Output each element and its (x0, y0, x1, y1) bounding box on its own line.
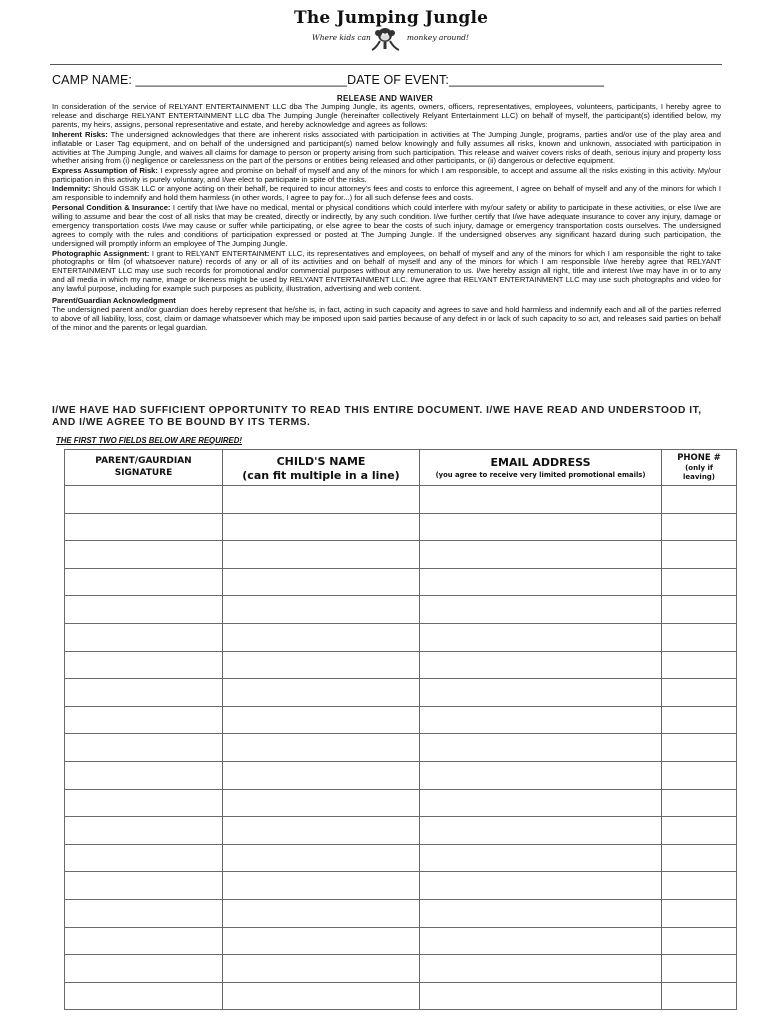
acknowledgment-text: The undersigned parent and/or guardian does hereby represent that he/she is, in fact, acting in such capacity and agrees to save and hold harmless and indemnify each and all of the parties referred to above of all liability, loss, cost, claim or damage whatsoever which may be imposed upon said parties because of any defect in or lack of such capacity to so act, and releases said parties on behalf of the minor and the parents or legal guardian. (52, 304, 721, 332)
email-address-cell[interactable] (420, 706, 662, 734)
email-address-cell[interactable] (420, 568, 662, 596)
child-header-line2: (can fit multiple in a line) (242, 469, 400, 482)
child-name-cell[interactable] (223, 899, 420, 927)
email-header-title: EMAIL ADDRESS (490, 456, 591, 469)
photographic-assignment-heading: Photographic Assignment: (52, 248, 150, 258)
child-name-cell[interactable] (223, 679, 420, 707)
parent-signature-cell[interactable] (65, 513, 223, 541)
parent-signature-cell[interactable] (65, 596, 223, 624)
inherent-risks-paragraph (52, 131, 721, 167)
table-row (65, 982, 737, 1010)
child-name-cell[interactable] (223, 596, 420, 624)
phone-cell[interactable] (662, 596, 737, 624)
signature-rows (65, 486, 737, 1010)
child-name-cell[interactable] (223, 789, 420, 817)
table-row (65, 513, 737, 541)
inherent-risks-heading: Inherent Risks: (52, 129, 108, 139)
email-address-cell[interactable] (420, 679, 662, 707)
parent-signature-cell[interactable] (65, 872, 223, 900)
logo-tagline-right: monkey around! (406, 33, 469, 42)
indemnity-heading: Indemnity: (52, 184, 91, 194)
phone-cell[interactable] (662, 651, 737, 679)
email-address-cell[interactable] (420, 817, 662, 845)
parent-signature-cell[interactable] (65, 927, 223, 955)
logo-tagline-left: Where kids can (312, 33, 371, 42)
email-address-cell[interactable] (420, 872, 662, 900)
child-name-header (223, 450, 420, 486)
phone-cell[interactable] (662, 734, 737, 762)
table-row (65, 734, 737, 762)
parent-signature-cell[interactable] (65, 899, 223, 927)
parent-signature-cell[interactable] (65, 706, 223, 734)
phone-cell[interactable] (662, 844, 737, 872)
parent-signature-cell[interactable] (65, 982, 223, 1010)
parent-header-line1: PARENT/GAURDIAN (95, 456, 192, 466)
email-address-cell[interactable] (420, 955, 662, 983)
email-address-cell[interactable] (420, 844, 662, 872)
child-name-cell[interactable] (223, 541, 420, 569)
table-row (65, 789, 737, 817)
parent-signature-cell[interactable] (65, 789, 223, 817)
phone-header-sub1: (only if (685, 464, 713, 472)
phone-cell[interactable] (662, 568, 737, 596)
agreement-statement: I/WE HAVE HAD SUFFICIENT OPPORTUNITY TO READ THIS ENTIRE DOCUMENT. I/WE HAVE READ AND UNDERSTOOD IT, AND I/WE AGREE TO BE BOUND BY ITS TERMS. (52, 405, 702, 429)
parent-signature-cell[interactable] (65, 817, 223, 845)
required-fields-note: THE FIRST TWO FIELDS BELOW ARE REQUIRED! (56, 436, 242, 445)
parent-signature-cell[interactable] (65, 486, 223, 514)
table-row (65, 596, 737, 624)
waiver-body (52, 103, 721, 333)
child-name-cell[interactable] (223, 761, 420, 789)
phone-cell[interactable] (662, 982, 737, 1010)
child-name-cell[interactable] (223, 734, 420, 762)
logo-title: The Jumping Jungle (294, 8, 489, 28)
child-name-cell[interactable] (223, 486, 420, 514)
table-row (65, 899, 737, 927)
table-row (65, 623, 737, 651)
phone-header-sub2: leaving) (682, 473, 716, 481)
photographic-assignment-text: I grant to RELYANT ENTERTAINMENT LLC, its representatives and employees, on behalf of myself and any of the minors for which I am responsible the right to take photographs or film (of whatsoever nature) records of any or all of its activities and on behalf of myself and any of the minors for which I am responsible I/we hereby agree that RELYANT ENTERTAINMENT LLC may use such records for promotional and/or commercial purposes without any remuneration to us. I/we hereby assign all right, title and interest I/we may have in or to any and all media in which my name, image or likeness might be used by RELYANT ENTERTAINMENT LLC. I/we agree that RELYANT ENTERTAINMENT LLC may use such photographs and video for any lawful purpose, including for example such purposes as publicity, illustration, advertising and web content. (52, 248, 721, 294)
phone-cell[interactable] (662, 955, 737, 983)
table-row (65, 568, 737, 596)
phone-header (662, 450, 737, 486)
parent-signature-cell[interactable] (65, 955, 223, 983)
child-name-cell[interactable] (223, 955, 420, 983)
email-address-cell[interactable] (420, 596, 662, 624)
table-row (65, 706, 737, 734)
intro-paragraph: In consideration of the service of RELYANT ENTERTAINMENT LLC dba The Jumping Jungle, its agents, owners, officers, representatives, employees, volunteers, participants, I hereby agree to release and discharge RELYANT ENTERTAINMENT LLC dba The Jumping Jungle (hereinafter collectively Relyant Entertainment LLC) on behalf of myself, the participant(s) identified below, my parents, my heirs, assigns, personal representative and estate, and hereby acknowledge and agrees as follows: (52, 102, 721, 129)
parent-signature-cell[interactable] (65, 651, 223, 679)
parent-signature-cell[interactable] (65, 734, 223, 762)
child-name-cell[interactable] (223, 982, 420, 1010)
table-header-row (65, 450, 737, 486)
email-address-cell[interactable] (420, 486, 662, 514)
personal-condition-paragraph (52, 204, 721, 249)
child-name-cell[interactable] (223, 872, 420, 900)
inherent-risks-text: The undersigned acknowledges that there are inherent risks associated with participation in activities at The Jumping Jungle, programs, parties and/or use of the play area and inflatable or Laser Tag equipment, and on behalf of the undersigned and participant(s) named below knowingly and fully assumes all risks, known and unknown, associated with participation in activities at The Jumping Jungle, and waives all claims for damage to person or property arising from such participation. This release and waiver covers risks of death, serious injury and property loss whether arising from (i) negligence or carelessness on the part of the persons or entities being released and other participants, or (ii) dangerous or defective equipment. (52, 129, 722, 166)
child-name-cell[interactable] (223, 844, 420, 872)
phone-cell[interactable] (662, 927, 737, 955)
camp-name-date-line: CAMP NAME: ______________________________DATE OF EVENT:______________________ (52, 73, 605, 87)
express-assumption-text: I expressly agree and promise on behalf of myself and any of the minors for which I am responsible, to accept and assume all the risks existing in this activity. My/our participation in this activity is purely voluntary, and I/we elect to participate in spite of the risks. (52, 166, 721, 185)
email-address-cell[interactable] (420, 651, 662, 679)
email-address-cell[interactable] (420, 761, 662, 789)
parent-signature-cell[interactable] (65, 844, 223, 872)
phone-cell[interactable] (662, 486, 737, 514)
express-assumption-paragraph (52, 167, 721, 203)
photographic-assignment-paragraph (52, 250, 721, 295)
header-divider (50, 64, 722, 65)
table-row (65, 761, 737, 789)
indemnity-text: Should GS3K LLC or anyone acting on their behalf, be required to incur attorney's fees and costs to enforce this agreement, I agree on behalf of myself and any of the minors for which I am responsible to indemnify and hold them harmless (in other words, I agree to pay for...) for all such defense fees and costs. (52, 184, 721, 203)
email-address-cell[interactable] (420, 927, 662, 955)
parent-signature-header (65, 450, 223, 486)
parent-signature-cell[interactable] (65, 541, 223, 569)
phone-cell[interactable] (662, 817, 737, 845)
express-assumption-heading: Express Assumption of Risk: (52, 166, 158, 176)
child-name-cell[interactable] (223, 651, 420, 679)
parent-signature-cell[interactable] (65, 623, 223, 651)
phone-cell[interactable] (662, 872, 737, 900)
phone-cell[interactable] (662, 623, 737, 651)
phone-cell[interactable] (662, 679, 737, 707)
table-row (65, 872, 737, 900)
personal-condition-text: I certify that I/we have no medical, mental or physical conditions which could interfere with my/our safety or ability to participate in these activities, or else I/we are willing to assume and bear the cost of all risks that may be created, directly or indirectly, by any such condition. I/we further certify that I/we have adequate insurance to cover any injury, damage or emergency transportation costs I/we may cause or suffer while participating, or else agree to bear the costs of such injury, damage or emergency transportation costs ourselves. The undersigned agrees to comply with the rules and conditions of participation expressed or posted at The Jumping Jungle. If the undersigned observes any significant hazard during such participation, the undersigned will promptly inform an employee of The Jumping Jungle. (52, 202, 722, 248)
child-name-cell[interactable] (223, 817, 420, 845)
parent-header-line2: SIGNATURE (114, 468, 173, 478)
child-name-cell[interactable] (223, 927, 420, 955)
email-address-cell[interactable] (420, 734, 662, 762)
child-name-cell[interactable] (223, 568, 420, 596)
table-row (65, 927, 737, 955)
phone-cell[interactable] (662, 706, 737, 734)
phone-cell[interactable] (662, 761, 737, 789)
child-name-cell[interactable] (223, 706, 420, 734)
email-address-cell[interactable] (420, 623, 662, 651)
child-name-cell[interactable] (223, 513, 420, 541)
parent-signature-cell[interactable] (65, 761, 223, 789)
parent-signature-cell[interactable] (65, 568, 223, 596)
parent-signature-cell[interactable] (65, 679, 223, 707)
table-row (65, 679, 737, 707)
table-row (65, 651, 737, 679)
child-header-line1: CHILD'S NAME (276, 455, 366, 468)
phone-header-title: PHONE # (677, 453, 721, 463)
personal-condition-heading: Personal Condition & Insurance: (52, 202, 171, 212)
table-row (65, 955, 737, 983)
phone-cell[interactable] (662, 899, 737, 927)
email-address-cell[interactable] (420, 789, 662, 817)
acknowledgment-heading: Parent/Guardian Acknowledgment (52, 296, 176, 306)
table-row (65, 486, 737, 514)
email-address-cell[interactable] (420, 899, 662, 927)
jumping-jungle-logo (288, 8, 488, 48)
signature-table (64, 449, 737, 1010)
email-header-sub: (you agree to receive very limited promotional emails) (435, 471, 646, 479)
email-address-cell[interactable] (420, 541, 662, 569)
table-row (65, 817, 737, 845)
email-address-header (420, 450, 662, 486)
email-address-cell[interactable] (420, 982, 662, 1010)
monkey-icon (368, 26, 402, 52)
phone-cell[interactable] (662, 513, 737, 541)
document-title: RELEASE AND WAIVER (336, 94, 434, 103)
child-name-cell[interactable] (223, 623, 420, 651)
email-address-cell[interactable] (420, 513, 662, 541)
phone-cell[interactable] (662, 789, 737, 817)
table-row (65, 844, 737, 872)
table-row (65, 541, 737, 569)
phone-cell[interactable] (662, 541, 737, 569)
